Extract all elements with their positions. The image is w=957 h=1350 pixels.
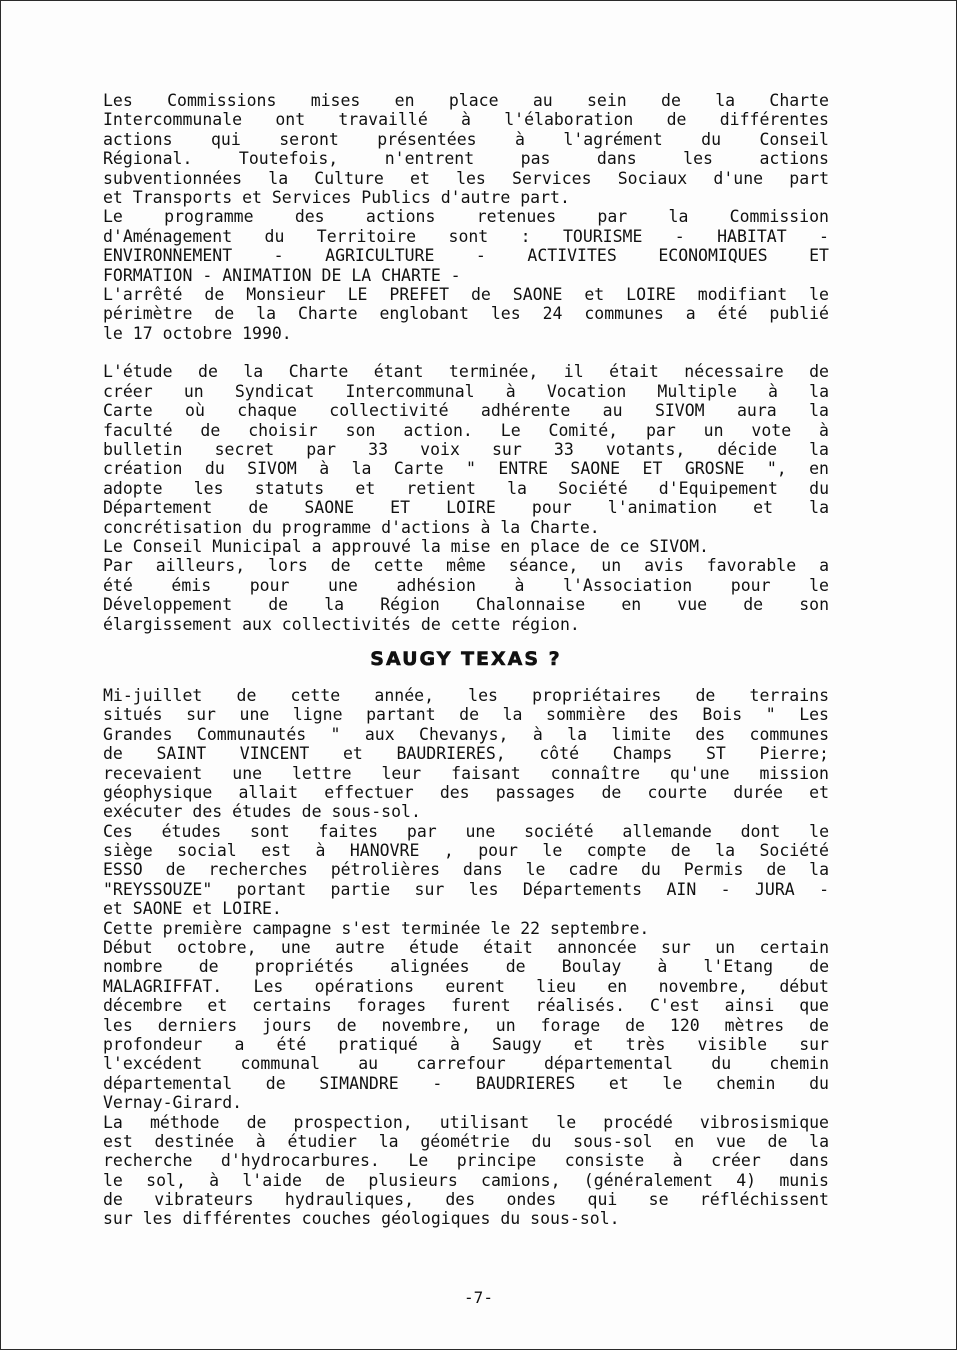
text-line: ESSO de recherches pétrolières dans le cadre du Permis de la — [103, 860, 829, 880]
text-line: Développement de la Région Chalonnaise en vue de son — [103, 595, 829, 615]
paragraph — [103, 285, 829, 343]
text-line: profondeur a été pratiqué à Saugy et très visible sur — [103, 1034, 829, 1054]
paragraph — [103, 938, 829, 1113]
text-line: L'arrêté de Monsieur LE PREFET de SAONE et LOIRE modifiant le — [103, 284, 829, 304]
charter-section — [103, 91, 829, 343]
text-line: La méthode de prospection, utilisant le procédé vibrosismique — [103, 1112, 829, 1132]
text-line: siège social est à HANOVRE , pour le compte de la Société — [103, 841, 829, 861]
text-line: le sol, à l'aide de plusieurs camions, (généralement 4) munis — [103, 1170, 829, 1190]
text-line: été émis pour une adhésion à l'Association pour le — [103, 575, 829, 595]
page-content — [103, 91, 829, 1229]
text-line: d'Aménagement du Territoire sont : TOURISME - HABITAT - — [103, 226, 829, 246]
text-line: Régional. Toutefois, n'entrent pas dans les actions — [103, 149, 829, 169]
text-line: recevaient une lettre leur faisant connaître qu'une mission — [103, 763, 829, 783]
text-line: départemental de SIMANDRE - BAUDRIERES et le chemin du — [103, 1073, 829, 1093]
text-line: Par ailleurs, lors de cette même séance, un avis favorable a — [103, 556, 829, 576]
text-line: exécuter des études de sous-sol. — [103, 802, 421, 822]
text-line: créer un Syndicat Intercommunal à Vocation Multiple à la — [103, 381, 829, 401]
paragraph-gap — [103, 343, 829, 362]
text-line: de SAINT VINCENT et BAUDRIERES, côté Champs ST Pierre; — [103, 744, 829, 764]
text-line: et SAONE et LOIRE. — [103, 899, 282, 919]
text-line: les derniers jours de novembre, un forage de 120 mètres de — [103, 1015, 829, 1035]
text-line: FORMATION - ANIMATION DE LA CHARTE - — [103, 265, 461, 285]
text-line: Carte où chaque collectivité adhérente au SIVOM aura la — [103, 401, 829, 421]
text-line: actions qui seront présentées à l'agrément du Conseil — [103, 129, 829, 149]
text-line: Le programme des actions retenues par la Commission — [103, 207, 829, 227]
paragraph — [103, 822, 829, 919]
text-line: Cette première campagne s'est terminée le 22 septembre. — [103, 918, 650, 938]
text-line: Grandes Communautés " aux Chevanys, à la limite des communes — [103, 724, 829, 744]
saugy-texas-section — [103, 686, 829, 1229]
text-line: géophysique allait effectuer des passages de courte durée et — [103, 782, 829, 802]
text-line: L'étude de la Charte étant terminée, il était nécessaire de — [103, 362, 829, 382]
paragraph — [103, 91, 829, 207]
text-line: élargissement aux collectivités de cette région. — [103, 614, 580, 634]
text-line: Le Conseil Municipal a approuvé la mise en place de ce SIVOM. — [103, 536, 709, 556]
text-line: MALAGRIFFAT. Les opérations eurent lieu en novembre, début — [103, 976, 829, 996]
text-line: concrétisation du programme d'actions à la Charte. — [103, 517, 600, 537]
paragraph — [103, 207, 829, 285]
text-line: situés sur une ligne partant de la sommière des Bois " Les — [103, 705, 829, 725]
paragraph — [103, 556, 829, 634]
page-number: -7- — [464, 1288, 493, 1307]
paragraph — [103, 686, 829, 822]
paragraph — [103, 362, 829, 537]
text-line: Les Commissions mises en place au sein de la Charte — [103, 91, 829, 110]
text-line: le 17 octobre 1990. — [103, 323, 292, 343]
text-line: est destinée à étudier la géométrie du sous-sol en vue de la — [103, 1131, 829, 1151]
text-line: Intercommunale ont travaillé à l'élaboration de différentes — [103, 110, 829, 130]
text-line: subventionnées la Culture et les Services Sociaux d'une part — [103, 168, 829, 188]
text-line: l'excédent communal au carrefour départemental du chemin — [103, 1054, 829, 1074]
text-line: ENVIRONNEMENT - AGRICULTURE - ACTIVITES ECONOMIQUES ET — [103, 246, 829, 266]
text-line: création du SIVOM à la Carte " ENTRE SAONE ET GROSNE ", en — [103, 459, 829, 479]
text-line: "REYSSOUZE" portant partie sur les Départements AIN - JURA - — [103, 879, 829, 899]
sivom-section — [103, 362, 829, 633]
text-line: nombre de propriétés alignées de Boulay à l'Etang de — [103, 957, 829, 977]
text-line: Vernay-Girard. — [103, 1093, 243, 1113]
text-line: bulletin secret par 33 voix sur 33 votants, décide la — [103, 440, 829, 460]
text-line: sur les différentes couches géologiques du sous-sol. — [103, 1209, 620, 1229]
paragraph — [103, 537, 829, 556]
text-line: Département de SAONE ET LOIRE pour l'animation et la — [103, 498, 829, 518]
text-line: adopte les statuts et retient la Société d'Equipement du — [103, 478, 829, 498]
text-line: de vibrateurs hydrauliques, des ondes qui se réfléchissent — [103, 1190, 829, 1210]
text-line: décembre et certains forages furent réalisés. C'est ainsi que — [103, 996, 829, 1016]
text-line: Mi-juillet de cette année, les propriétaires de terrains — [103, 685, 829, 705]
paragraph — [103, 1113, 829, 1229]
paragraph — [103, 919, 829, 938]
text-line: recherche d'hydrocarbures. Le principe consiste à créer dans — [103, 1151, 829, 1171]
text-line: périmètre de la Charte englobant les 24 communes a été publié — [103, 304, 829, 324]
text-line: Début octobre, une autre étude était annoncée sur un certain — [103, 938, 829, 958]
text-line: faculté de choisir son action. Le Comité, par un vote à — [103, 420, 829, 440]
text-line: Ces études sont faites par une société allemande dont le — [103, 821, 829, 841]
text-line: et Transports et Services Publics d'autre part. — [103, 187, 570, 207]
section-heading: SAUGY TEXAS ? — [370, 647, 562, 670]
